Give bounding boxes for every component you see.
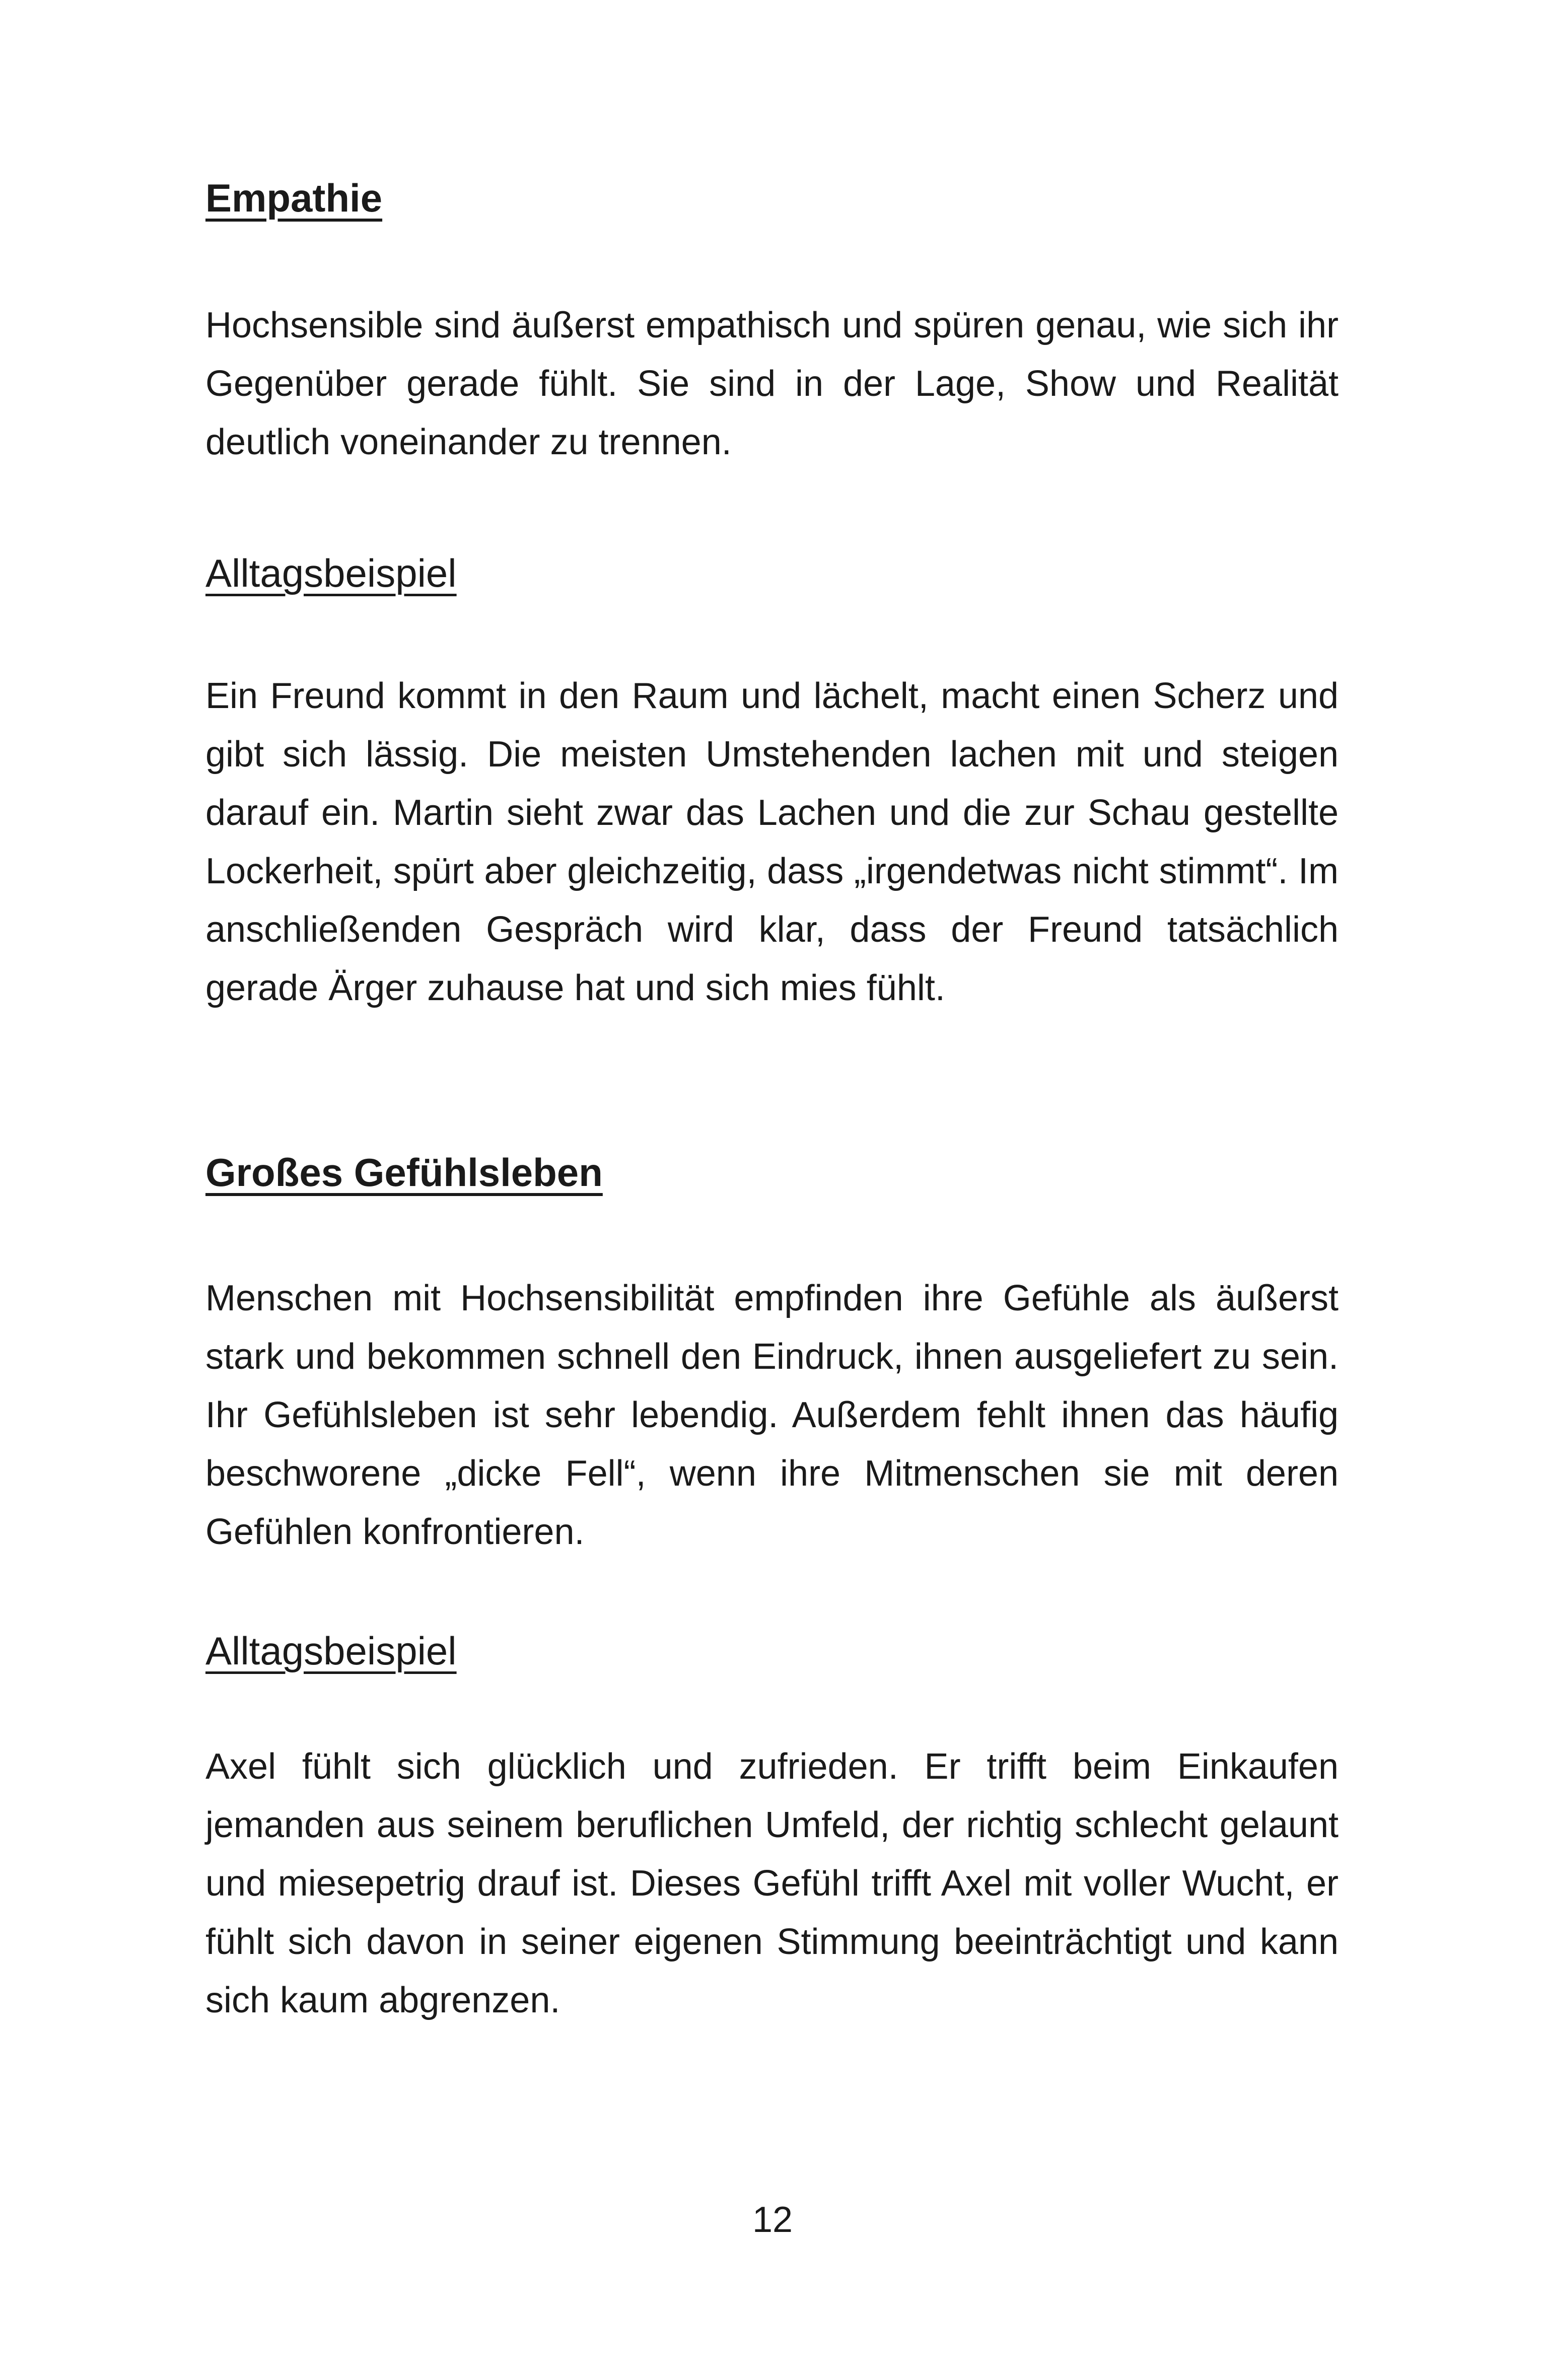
- example-heading-2: [205, 1627, 1339, 1675]
- example-paragraph-2: [205, 1737, 1339, 2029]
- body-paragraph: Ein Freund kommt in den Raum und lächelt, macht einen Scherz und gibt sich lässig. Die meisten Umstehenden lachen mit und steigen darauf ein. Martin sieht zwar das Lachen und die zur Schau gestellte Lockerheit, spürt aber gleichzeitig, dass „irgendetwas nicht stimmt“. Im anschließenden Gespräch wird klar, dass der Freund tatsächlich gerade Ärger zuhause hat und sich mies fühlt.: [205, 676, 1339, 1008]
- page-number: 12: [752, 2200, 793, 2240]
- section-heading-gefuehlsleben: [205, 1148, 1339, 1197]
- example-paragraph-1: [205, 667, 1339, 1017]
- example-heading: Alltagsbeispiel: [205, 551, 457, 595]
- section-heading: Großes Gefühlsleben: [205, 1150, 603, 1195]
- body-paragraph: Hochsensible sind äußerst empathisch und spüren genau, wie sich ihr Gegenüber gerade fühlt. Sie sind in der Lage, Show und Realität deutlich voneinander zu trennen.: [205, 305, 1339, 462]
- section-heading-empathie: [205, 174, 1339, 222]
- section-paragraph-gefuehlsleben: [205, 1269, 1339, 1561]
- body-paragraph: Menschen mit Hochsensibilität empfinden ihre Gefühle als äußerst stark und bekommen schnell den Eindruck, ihnen ausgeliefert zu sein. Ihr Gefühlsleben ist sehr lebendig. Außerdem fehlt ihnen das häufig beschworene „dicke Fell“, wenn ihre Mitmenschen sie mit deren Gefühlen konfrontieren.: [205, 1278, 1339, 1552]
- section-heading: Empathie: [205, 176, 383, 220]
- example-heading: Alltagsbeispiel: [205, 1629, 457, 1673]
- body-paragraph: Axel fühlt sich glücklich und zufrieden. Er trifft beim Einkaufen jemanden aus seinem beruflichen Umfeld, der richtig schlecht gelaunt und miesepetrig drauf ist. Dieses Gefühl trifft Axel mit voller Wucht, er fühlt sich davon in seiner eigenen Stimmung beeinträchtigt und kann sich kaum abgrenzen.: [205, 1746, 1339, 2020]
- example-heading-1: [205, 549, 1339, 597]
- section-paragraph-empathie: [205, 296, 1339, 471]
